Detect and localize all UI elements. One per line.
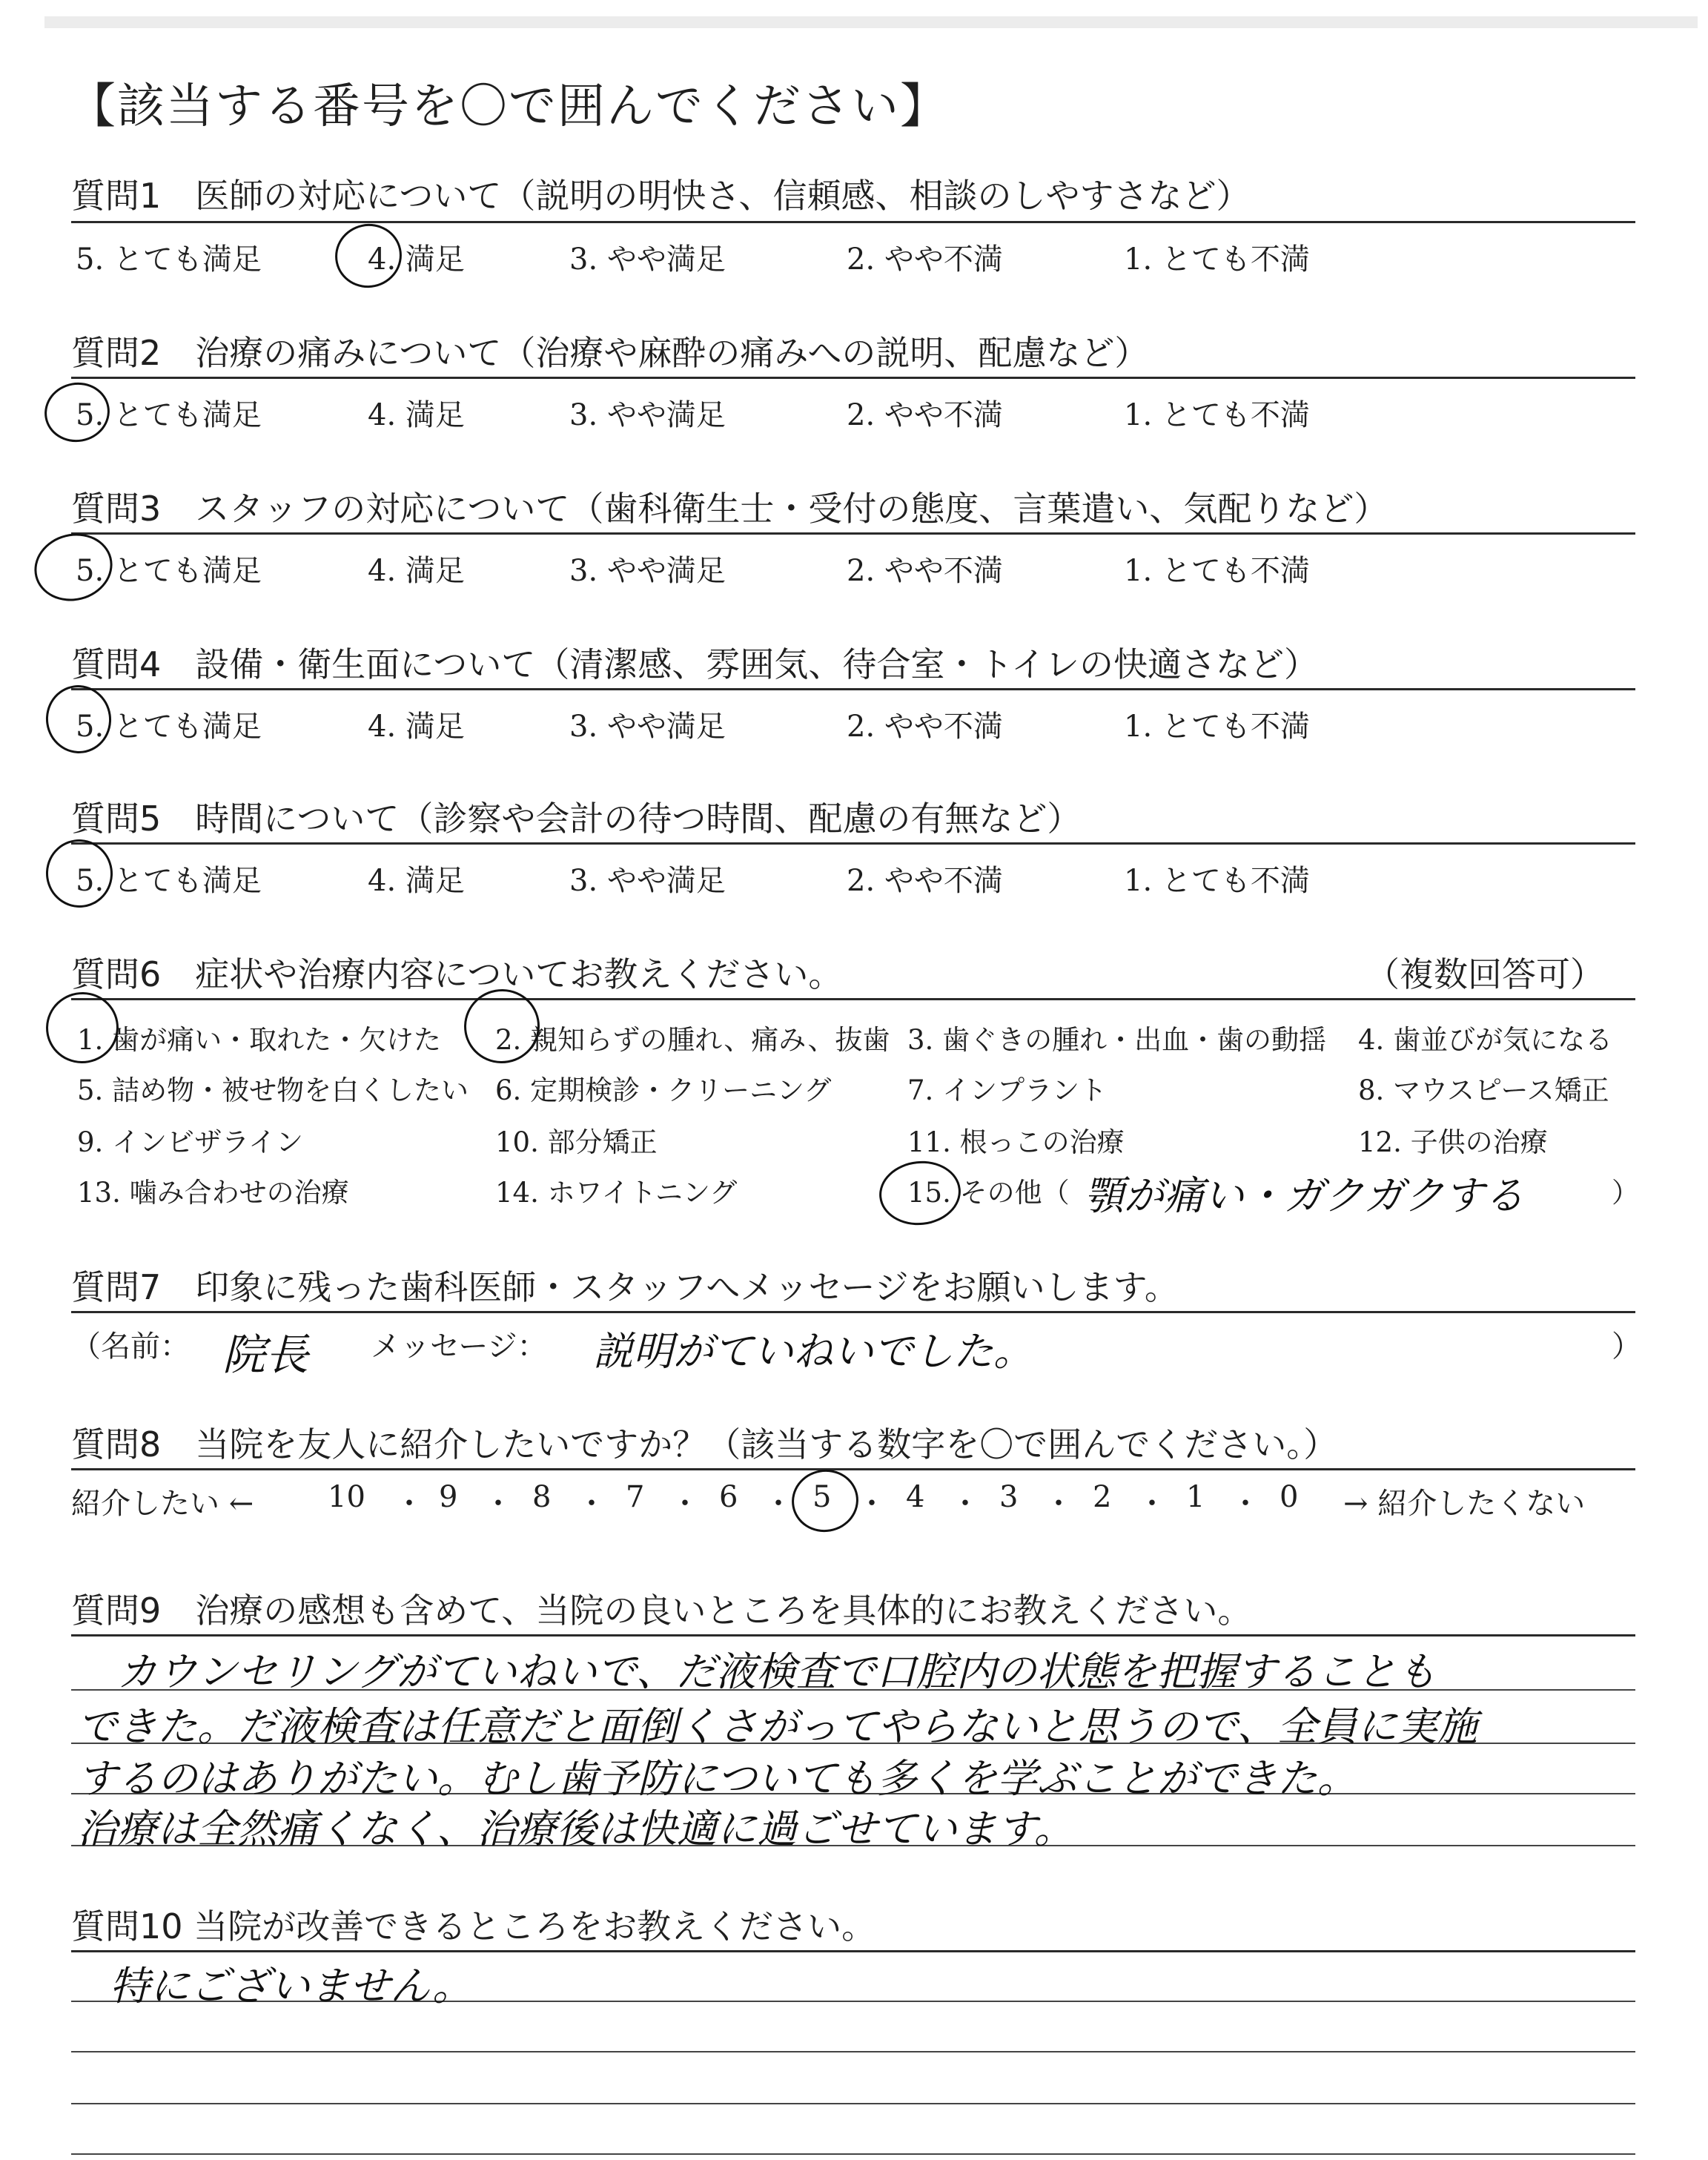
q8-number-6[interactable]: 6 — [719, 1480, 738, 1514]
q8-number-3[interactable]: 3 — [999, 1480, 1019, 1514]
q8-separator: ・ — [577, 1487, 606, 1521]
q8-separator: ・ — [483, 1487, 513, 1521]
q6-option-9[interactable]: 9. インビザライン — [77, 1126, 303, 1158]
q6-option-14[interactable]: 14. ホワイトニング — [495, 1177, 738, 1209]
q6-option-2[interactable]: 2. 親知らずの腫れ、痛み、抜歯 — [495, 1024, 890, 1056]
q6-option-3[interactable]: 3. 歯ぐきの腫れ・出血・歯の動揺 — [907, 1024, 1327, 1056]
question-8-label: 質問8 当院を友人に紹介したいですか？（該当する数字を〇で囲んでください。） — [71, 1424, 1338, 1464]
q4-option-1[interactable]: 1. とても不満 — [1124, 710, 1310, 744]
q3-selection-circle — [27, 526, 120, 610]
q10-answer-line — [71, 2051, 1635, 2052]
q3-option-1[interactable]: 1. とても不満 — [1124, 554, 1310, 588]
q3-option-3[interactable]: 3. やや満足 — [569, 554, 726, 588]
q2-option-2[interactable]: 2. やや不満 — [847, 398, 1003, 432]
q6-rule — [71, 998, 1635, 1000]
question-9-label: 質問9 治療の感想も含めて、当院の良いところを具体的にお教えください。 — [71, 1591, 1252, 1631]
question-6-note: （複数回答可） — [1366, 954, 1604, 994]
q1-rule — [71, 221, 1635, 223]
q8-separator: ・ — [857, 1487, 887, 1521]
q2-option-5[interactable]: 5. とても満足 — [76, 398, 262, 432]
q9-rule — [71, 1634, 1635, 1636]
question-6-label: 質問6 症状や治療内容についてお教えください。 — [71, 954, 843, 994]
q1-option-5[interactable]: 5. とても満足 — [76, 242, 262, 277]
q6-option-5[interactable]: 5. 詰め物・被せ物を白くしたい — [77, 1074, 469, 1106]
q8-selection-circle — [787, 1464, 863, 1537]
q4-option-3[interactable]: 3. やや満足 — [569, 710, 726, 744]
q1-option-1[interactable]: 1. とても不満 — [1124, 242, 1310, 277]
q3-option-5[interactable]: 5. とても満足 — [76, 554, 262, 588]
question-1-label: 質問1 医師の対応について（説明の明快さ、信頼感、相談のしやすさなど） — [71, 176, 1251, 216]
q6-option-15[interactable]: 15. その他（ — [907, 1177, 1070, 1209]
q3-rule — [71, 532, 1635, 535]
q6-option-4[interactable]: 4. 歯並びが気になる — [1358, 1024, 1613, 1056]
q6-option-10[interactable]: 10. 部分矯正 — [495, 1126, 658, 1158]
q5-option-1[interactable]: 1. とても不満 — [1124, 864, 1310, 898]
q8-separator: ・ — [764, 1487, 793, 1521]
q2-option-4[interactable]: 4. 満足 — [368, 398, 465, 432]
q4-rule — [71, 688, 1635, 690]
q1-selection-circle — [329, 218, 408, 294]
q6-option-13[interactable]: 13. 噛み合わせの治療 — [77, 1177, 349, 1209]
q5-rule — [71, 842, 1635, 845]
q1-option-4[interactable]: 4. 満足 — [368, 242, 465, 277]
question-5-label: 質問5 時間について（診察や会計の待つ時間、配慮の有無など） — [71, 799, 1082, 839]
q6-other-close: ） — [1612, 1177, 1639, 1209]
q8-number-5[interactable]: 5 — [812, 1480, 832, 1514]
q8-number-8[interactable]: 8 — [532, 1480, 552, 1514]
q8-separator: ・ — [950, 1487, 980, 1521]
q5-selection-circle — [42, 835, 117, 912]
q3-option-4[interactable]: 4. 満足 — [368, 554, 465, 588]
q9-answer-line-1[interactable]: カウンセリングがていねいで、だ液検査で口腔内の状態を把握することも — [77, 1648, 1437, 1695]
q8-number-4[interactable]: 4 — [906, 1480, 925, 1514]
q8-separator: ・ — [1231, 1487, 1260, 1521]
q7-message-value[interactable]: 説明がていねいでした。 — [593, 1328, 1033, 1375]
q8-number-10[interactable]: 10 — [328, 1480, 365, 1514]
q6-option-1[interactable]: 1. 歯が痛い・取れた・欠けた — [77, 1024, 442, 1056]
q2-rule — [71, 377, 1635, 379]
q8-number-7[interactable]: 7 — [626, 1480, 645, 1514]
q1-option-2[interactable]: 2. やや不満 — [847, 242, 1003, 277]
q8-left-label: 紹介したい ← — [71, 1487, 254, 1521]
q6-option-12[interactable]: 12. 子供の治療 — [1358, 1126, 1548, 1158]
q4-selection-circle — [42, 681, 116, 757]
q2-selection-circle — [40, 377, 115, 447]
q6-selection-circle-15 — [876, 1157, 964, 1229]
q8-number-0[interactable]: 0 — [1280, 1480, 1299, 1514]
q10-answer-line — [71, 2103, 1635, 2104]
q4-option-5[interactable]: 5. とても満足 — [76, 710, 262, 744]
q6-other-text[interactable]: 顎が痛い・ガクガクする — [1084, 1172, 1524, 1219]
page-title: 【該当する番号を〇で囲んでください】 — [68, 79, 949, 134]
q10-rule — [71, 1950, 1635, 1952]
question-2-label: 質問2 治療の痛みについて（治療や麻酔の痛みへの説明、配慮など） — [71, 333, 1149, 373]
q1-option-3[interactable]: 3. やや満足 — [569, 242, 726, 277]
q9-answer-line-2[interactable]: できた。だ液検査は任意だと面倒くさがってやらないと思うので、全員に実施 — [77, 1703, 1477, 1750]
q10-answer-line — [71, 2153, 1635, 2155]
q6-option-7[interactable]: 7. インプラント — [907, 1074, 1108, 1106]
scan-edge — [44, 16, 1698, 28]
q7-name-value[interactable]: 院長 — [222, 1330, 309, 1380]
question-4-label: 質問4 設備・衛生面について（清潔感、雰囲気、待合室・トイレの快適さなど） — [71, 644, 1319, 684]
question-10-label: 質問10 当院が改善できるところをお教えください。 — [71, 1906, 876, 1946]
q7-name-label: （名前： — [71, 1330, 190, 1364]
q8-number-2[interactable]: 2 — [1093, 1480, 1112, 1514]
q7-rule — [71, 1311, 1635, 1313]
q3-option-2[interactable]: 2. やや不満 — [847, 554, 1003, 588]
q8-right-label: → 紹介したくない — [1343, 1487, 1586, 1521]
q4-option-2[interactable]: 2. やや不満 — [847, 710, 1003, 744]
q8-separator: ・ — [1137, 1487, 1167, 1521]
q10-answer-line-1[interactable]: 特にございません。 — [110, 1963, 473, 2009]
question-7-label: 質問7 印象に残った歯科医師・スタッフへメッセージをお願いします。 — [71, 1267, 1179, 1307]
q8-number-9[interactable]: 9 — [439, 1480, 458, 1514]
q8-separator: ・ — [1044, 1487, 1073, 1521]
q7-close: ） — [1612, 1330, 1641, 1364]
q9-answer-line-3[interactable]: するのはありがたい。むし歯予防についても多くを学ぶことができた。 — [77, 1755, 1357, 1802]
q8-separator: ・ — [670, 1487, 700, 1521]
q9-answer-line-4[interactable]: 治療は全然痛くなく、治療後は快適に過ごせています。 — [77, 1806, 1074, 1852]
q8-rule — [71, 1468, 1635, 1470]
q7-message-label: メッセージ： — [371, 1330, 547, 1364]
q2-option-1[interactable]: 1. とても不満 — [1124, 398, 1310, 432]
question-3-label: 質問3 スタッフの対応について（歯科衛生士・受付の態度、言葉遣い、気配りなど） — [71, 489, 1388, 529]
q6-option-11[interactable]: 11. 根っこの治療 — [907, 1126, 1125, 1158]
q5-option-3[interactable]: 3. やや満足 — [569, 864, 726, 898]
q6-option-6[interactable]: 6. 定期検診・クリーニング — [495, 1074, 832, 1106]
q5-option-2[interactable]: 2. やや不満 — [847, 864, 1003, 898]
q6-option-8[interactable]: 8. マウスピース矯正 — [1358, 1074, 1609, 1106]
q4-option-4[interactable]: 4. 満足 — [368, 710, 465, 744]
q5-option-4[interactable]: 4. 満足 — [368, 864, 465, 898]
q5-option-5[interactable]: 5. とても満足 — [76, 864, 262, 898]
q8-number-1[interactable]: 1 — [1186, 1480, 1205, 1514]
q2-option-3[interactable]: 3. やや満足 — [569, 398, 726, 432]
q8-separator: ・ — [394, 1487, 424, 1521]
